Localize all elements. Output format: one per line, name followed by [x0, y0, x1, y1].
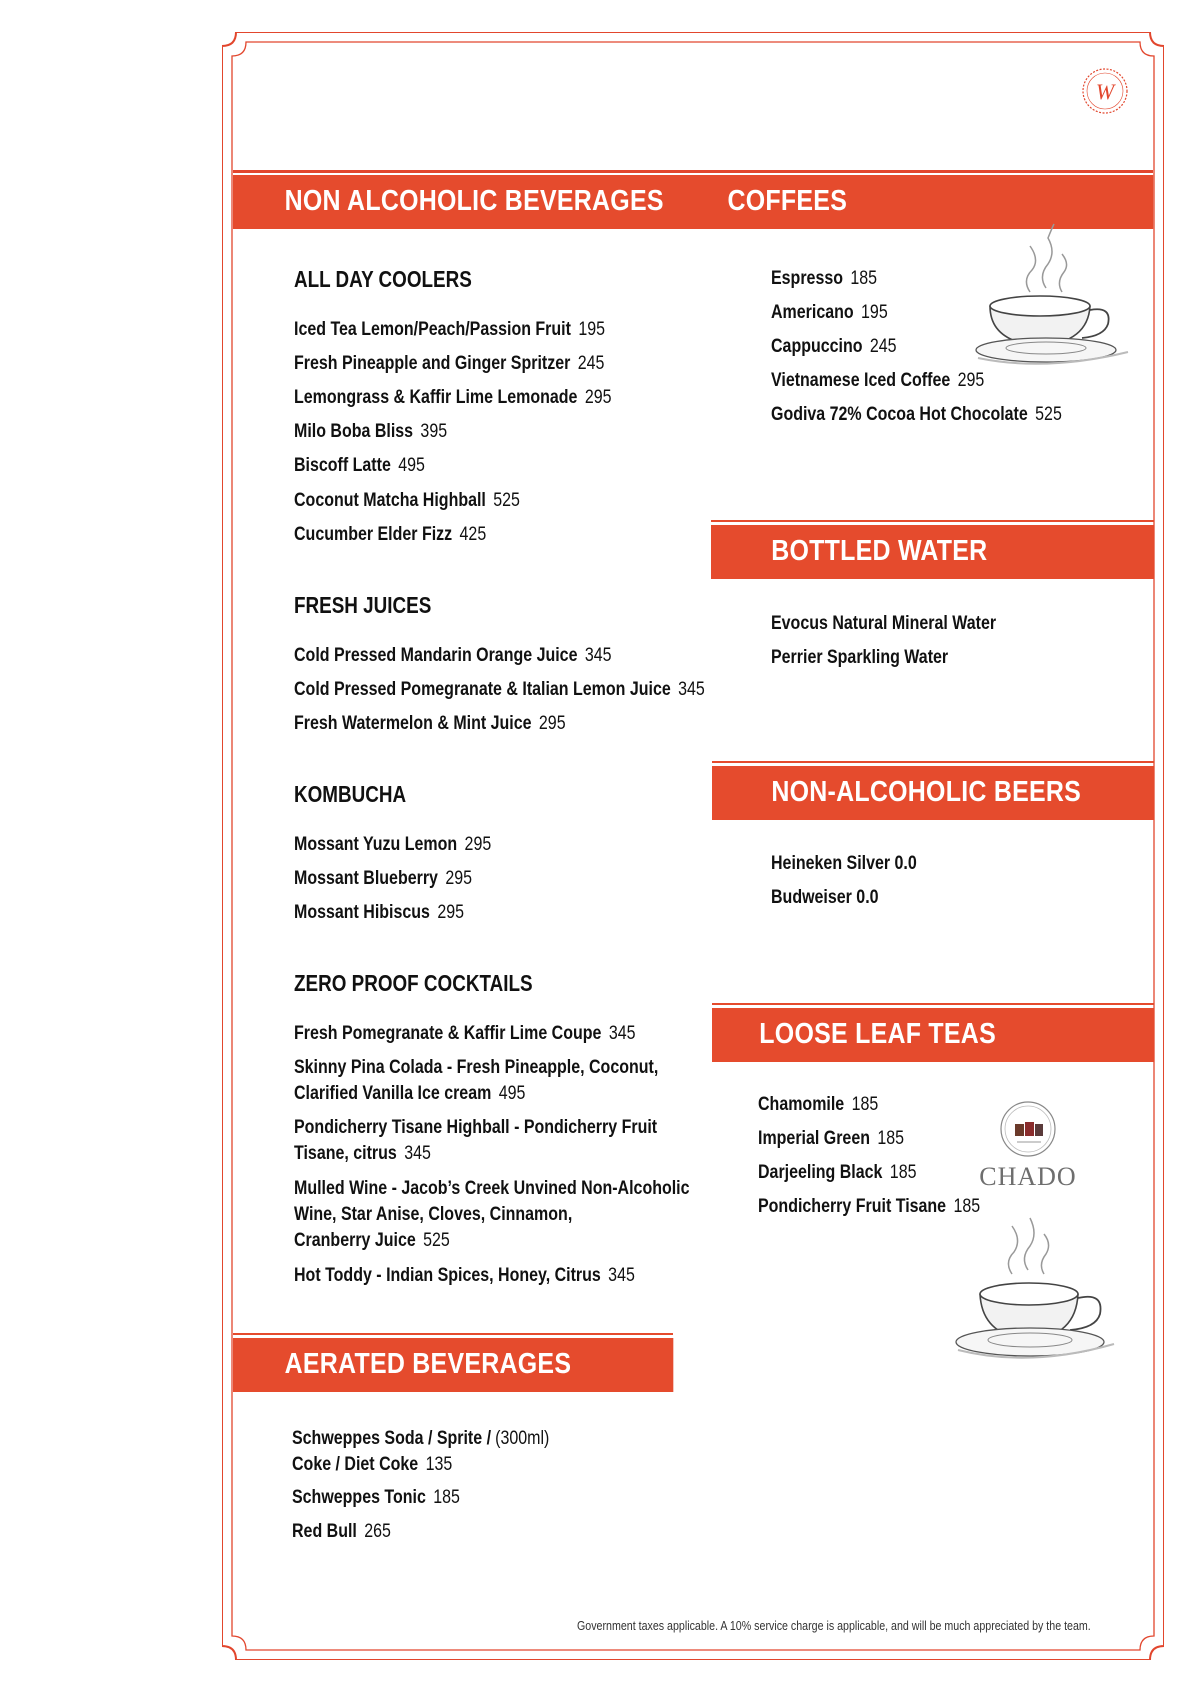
- menu-item: Red Bull 265: [292, 1520, 391, 1542]
- section-title-coffees: COFFEES: [727, 185, 848, 217]
- menu-item: Perrier Sparkling Water: [771, 646, 949, 668]
- coffee-cup-illustration: [968, 222, 1138, 377]
- section-title-aerated: AERATED BEVERAGES: [284, 1348, 572, 1380]
- menu-item: Cucumber Elder Fizz 425: [294, 523, 487, 545]
- band-rule: [233, 1333, 673, 1335]
- tea-cup-illustration: [944, 1200, 1124, 1375]
- menu-item: Evocus Natural Mineral Water: [771, 612, 997, 634]
- menu-item: Fresh Pomegranate & Kaffir Lime Coupe 345: [294, 1022, 636, 1044]
- menu-item: Mossant Yuzu Lemon 295: [294, 833, 492, 855]
- menu-item: Cold Pressed Mandarin Orange Juice 345: [294, 644, 612, 666]
- menu-item: Mulled Wine - Jacob’s Creek Unvined Non-Alcoholic Wine, Star Anise, Cloves, Cinnamon, Cranberry Juice 525: [294, 1177, 690, 1251]
- band-bottled-water: [711, 525, 1154, 579]
- menu-item: Godiva 72% Cocoa Hot Chocolate 525: [771, 403, 1062, 425]
- subhead-fresh-juices: FRESH JUICES: [294, 592, 432, 618]
- band-rule: [712, 1003, 1154, 1005]
- chado-wordmark: CHADO: [979, 1162, 1077, 1191]
- top-rule: [233, 170, 1153, 173]
- band-loose-leaf-teas: [712, 1008, 1154, 1062]
- subhead-all-day-coolers: ALL DAY COOLERS: [294, 266, 472, 292]
- subhead-zero-proof-cocktails: ZERO PROOF COCKTAILS: [294, 970, 533, 996]
- menu-item: Skinny Pina Colada - Fresh Pineapple, Coconut, Clarified Vanilla Ice cream 495: [294, 1056, 659, 1104]
- menu-item: Budweiser 0.0: [771, 886, 879, 908]
- band-aerated: [233, 1338, 673, 1392]
- menu-item: Chamomile 185: [758, 1093, 879, 1115]
- menu-item: Milo Boba Bliss 395: [294, 420, 448, 442]
- menu-item: Schweppes Soda / Sprite / (300ml) Coke / Diet Coke 135: [292, 1427, 550, 1475]
- monogram-letter: W: [1095, 79, 1115, 104]
- menu-item: Fresh Watermelon & Mint Juice 295: [294, 712, 566, 734]
- footer-note: Government taxes applicable. A 10% service charge is applicable, and will be much appreciated by the team.: [577, 1618, 1091, 1633]
- menu-item: Hot Toddy - Indian Spices, Honey, Citrus 345: [294, 1264, 635, 1286]
- menu-item: Biscoff Latte 495: [294, 454, 425, 476]
- band-rule: [712, 761, 1154, 763]
- section-title-bottled-water: BOTTLED WATER: [771, 535, 988, 567]
- menu-item: Imperial Green 185: [758, 1127, 905, 1149]
- menu-item: Iced Tea Lemon/Peach/Passion Fruit 195: [294, 318, 606, 340]
- monogram-logo: [1080, 66, 1130, 116]
- menu-item: Mossant Blueberry 295: [294, 867, 473, 889]
- menu-item: Americano 195: [771, 301, 888, 323]
- section-title-teas: LOOSE LEAF TEAS: [759, 1018, 996, 1050]
- menu-item: Fresh Pineapple and Ginger Spritzer 245: [294, 352, 605, 374]
- menu-item: Coconut Matcha Highball 525: [294, 489, 520, 511]
- menu-item: Heineken Silver 0.0: [771, 852, 917, 874]
- band-non-alcoholic: [233, 175, 1153, 229]
- section-title-beers: NON-ALCOHOLIC BEERS: [771, 776, 1082, 808]
- menu-item: Mossant Hibiscus 295: [294, 901, 465, 923]
- chado-emblem: [999, 1100, 1057, 1158]
- section-title-non-alcoholic: NON ALCOHOLIC BEVERAGES: [284, 185, 664, 217]
- menu-item: Vietnamese Iced Coffee 295: [771, 369, 985, 391]
- chado-brand: [968, 1100, 1088, 1192]
- subhead-kombucha: KOMBUCHA: [294, 781, 407, 807]
- menu-item: Cold Pressed Pomegranate & Italian Lemon Juice 345: [294, 678, 705, 700]
- band-rule: [711, 520, 1154, 522]
- menu-item: Lemongrass & Kaffir Lime Lemonade 295: [294, 386, 612, 408]
- menu-item: Pondicherry Fruit Tisane 185: [758, 1195, 981, 1217]
- menu-item: Espresso 185: [771, 267, 878, 289]
- band-beers: [712, 766, 1154, 820]
- menu-item: Pondicherry Tisane Highball - Pondicherry Fruit Tisane, citrus 345: [294, 1116, 658, 1164]
- menu-item: Cappuccino 245: [771, 335, 897, 357]
- menu-item: Schweppes Tonic 185: [292, 1486, 460, 1508]
- menu-item: Darjeeling Black 185: [758, 1161, 917, 1183]
